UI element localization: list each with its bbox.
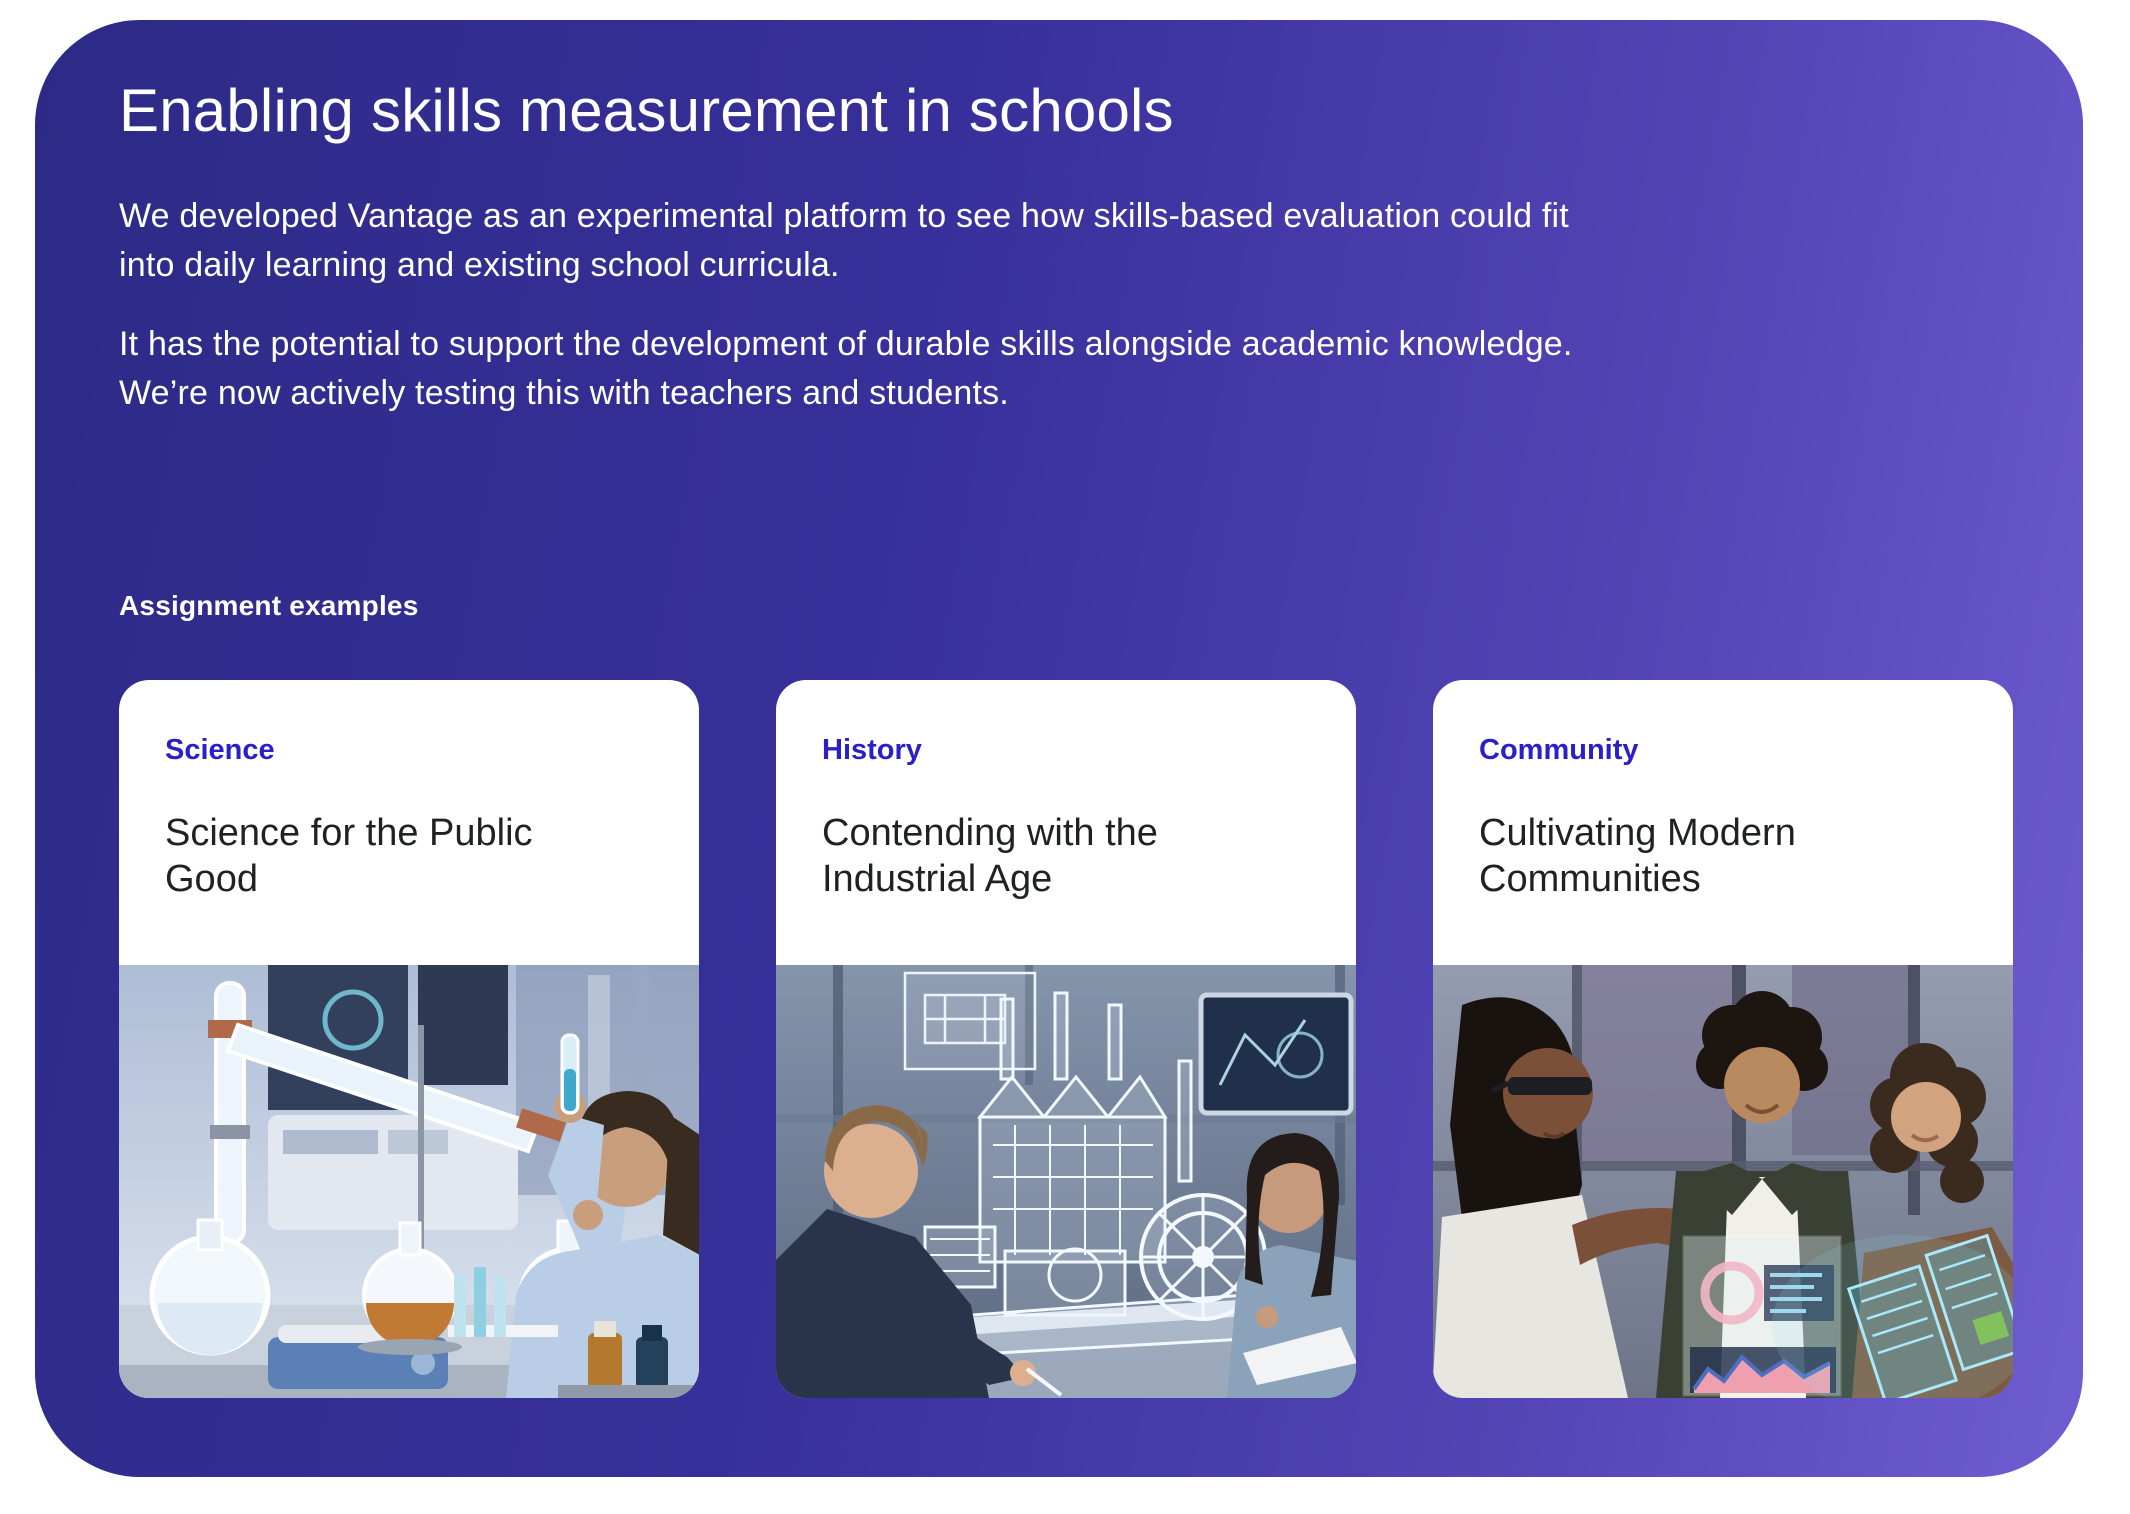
holographic-factory-photo xyxy=(776,965,1356,1398)
card-science xyxy=(119,680,699,1398)
card-history-head xyxy=(776,680,1356,965)
card-science-title: Science for the Public Good xyxy=(165,811,533,901)
card-science-head xyxy=(119,680,699,965)
assignment-examples-label: Assignment examples xyxy=(119,589,419,621)
testing-paragraph: It has the potential to support the development of durable skills alongside academic knowledge. We’re now actively testing this with teachers and students. xyxy=(119,324,1573,412)
card-history-category: History xyxy=(822,733,922,766)
card-community-category: Community xyxy=(1479,733,1639,766)
assignment-cards xyxy=(119,680,2013,1398)
card-science-category: Science xyxy=(165,733,275,766)
card-community-title: Cultivating Modern Communities xyxy=(1479,811,1796,901)
slide-panel xyxy=(35,20,2083,1477)
page-title: Enabling skills measurement in schools xyxy=(119,77,1174,144)
chemistry-lab-photo xyxy=(119,965,699,1398)
card-history xyxy=(776,680,1356,1398)
card-community-head xyxy=(1433,680,2013,965)
card-history-title: Contending with the Industrial Age xyxy=(822,811,1158,901)
intro-paragraph: We developed Vantage as an experimental platform to see how skills-based evaluation could fit into daily learning and existing school curricula. xyxy=(119,197,1569,284)
ar-collaboration-photo xyxy=(1433,965,2013,1398)
card-community xyxy=(1433,680,2013,1398)
